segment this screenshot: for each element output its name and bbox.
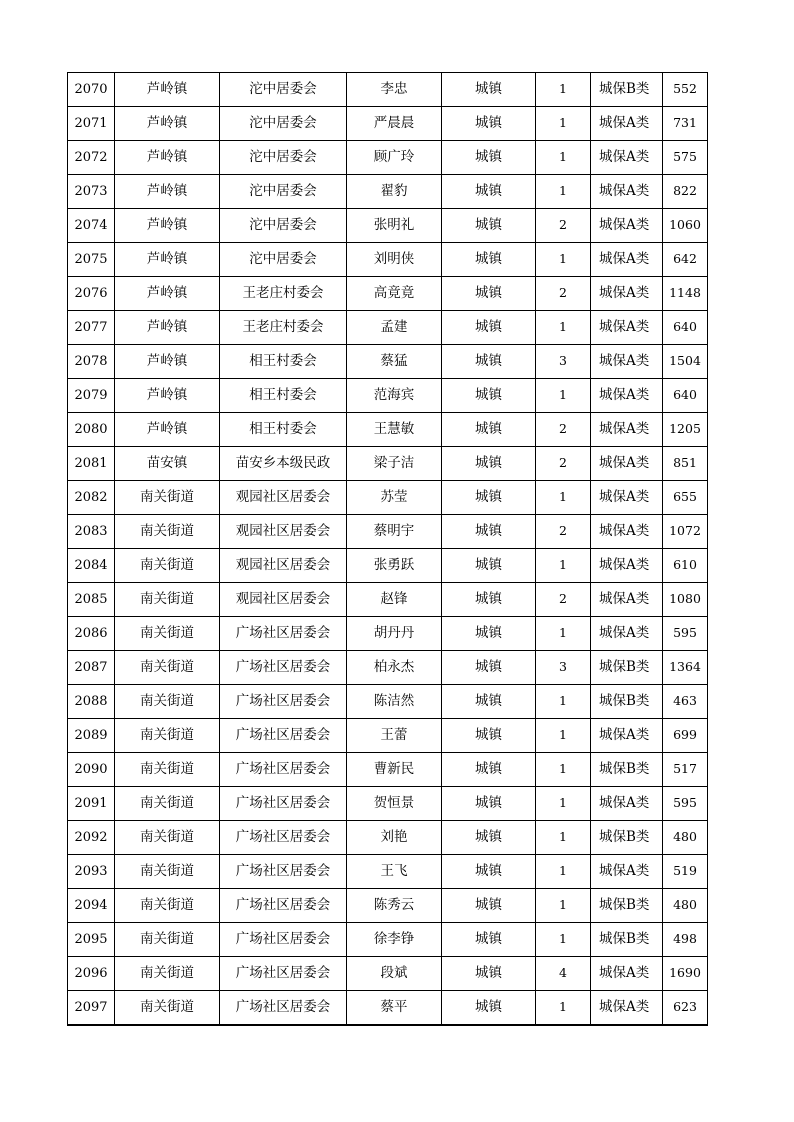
committee-cell: 相王村委会 [220, 345, 347, 379]
table-row [68, 719, 708, 753]
town-cell: 芦岭镇 [115, 311, 220, 345]
insurance-category-cell: 城保A类 [591, 855, 663, 889]
record-number-cell: 2093 [68, 855, 115, 889]
person-name-cell: 苏莹 [347, 481, 442, 515]
committee-cell: 沱中居委会 [220, 73, 347, 107]
town-cell: 南关街道 [115, 481, 220, 515]
insurance-category-cell: 城保A类 [591, 413, 663, 447]
record-number-cell: 2076 [68, 277, 115, 311]
amount-cell: 640 [663, 311, 708, 345]
town-cell: 南关街道 [115, 889, 220, 923]
area-type-cell: 城镇 [442, 617, 536, 651]
table-row [68, 481, 708, 515]
town-cell: 南关街道 [115, 855, 220, 889]
insurance-category-cell: 城保B类 [591, 73, 663, 107]
area-type-cell: 城镇 [442, 719, 536, 753]
committee-cell: 广场社区居委会 [220, 787, 347, 821]
table-row [68, 753, 708, 787]
household-size-cell: 1 [536, 107, 591, 141]
town-cell: 芦岭镇 [115, 175, 220, 209]
insurance-category-cell: 城保A类 [591, 209, 663, 243]
committee-cell: 广场社区居委会 [220, 753, 347, 787]
area-type-cell: 城镇 [442, 753, 536, 787]
person-name-cell: 孟建 [347, 311, 442, 345]
town-cell: 南关街道 [115, 617, 220, 651]
records-table-body [68, 73, 708, 1026]
town-cell: 南关街道 [115, 821, 220, 855]
town-cell: 南关街道 [115, 515, 220, 549]
person-name-cell: 蔡平 [347, 991, 442, 1026]
household-size-cell: 3 [536, 345, 591, 379]
area-type-cell: 城镇 [442, 821, 536, 855]
area-type-cell: 城镇 [442, 787, 536, 821]
amount-cell: 595 [663, 787, 708, 821]
area-type-cell: 城镇 [442, 685, 536, 719]
record-number-cell: 2095 [68, 923, 115, 957]
amount-cell: 655 [663, 481, 708, 515]
insurance-category-cell: 城保A类 [591, 311, 663, 345]
amount-cell: 851 [663, 447, 708, 481]
amount-cell: 552 [663, 73, 708, 107]
table-row [68, 311, 708, 345]
town-cell: 南关街道 [115, 991, 220, 1026]
amount-cell: 642 [663, 243, 708, 277]
insurance-category-cell: 城保B类 [591, 889, 663, 923]
area-type-cell: 城镇 [442, 175, 536, 209]
household-size-cell: 4 [536, 957, 591, 991]
insurance-category-cell: 城保A类 [591, 379, 663, 413]
record-number-cell: 2074 [68, 209, 115, 243]
insurance-category-cell: 城保A类 [591, 141, 663, 175]
area-type-cell: 城镇 [442, 923, 536, 957]
insurance-category-cell: 城保A类 [591, 617, 663, 651]
area-type-cell: 城镇 [442, 447, 536, 481]
insurance-category-cell: 城保B类 [591, 821, 663, 855]
amount-cell: 575 [663, 141, 708, 175]
committee-cell: 广场社区居委会 [220, 855, 347, 889]
town-cell: 苗安镇 [115, 447, 220, 481]
insurance-category-cell: 城保A类 [591, 957, 663, 991]
table-row [68, 175, 708, 209]
table-row [68, 379, 708, 413]
person-name-cell: 柏永杰 [347, 651, 442, 685]
person-name-cell: 胡丹丹 [347, 617, 442, 651]
area-type-cell: 城镇 [442, 277, 536, 311]
household-size-cell: 1 [536, 787, 591, 821]
amount-cell: 498 [663, 923, 708, 957]
town-cell: 南关街道 [115, 583, 220, 617]
table-row [68, 685, 708, 719]
area-type-cell: 城镇 [442, 345, 536, 379]
town-cell: 芦岭镇 [115, 73, 220, 107]
town-cell: 芦岭镇 [115, 209, 220, 243]
committee-cell: 王老庄村委会 [220, 277, 347, 311]
area-type-cell: 城镇 [442, 379, 536, 413]
amount-cell: 1060 [663, 209, 708, 243]
person-name-cell: 王蕾 [347, 719, 442, 753]
household-size-cell: 1 [536, 311, 591, 345]
insurance-category-cell: 城保A类 [591, 481, 663, 515]
amount-cell: 822 [663, 175, 708, 209]
committee-cell: 苗安乡本级民政 [220, 447, 347, 481]
person-name-cell: 曹新民 [347, 753, 442, 787]
insurance-category-cell: 城保A类 [591, 787, 663, 821]
amount-cell: 610 [663, 549, 708, 583]
household-size-cell: 1 [536, 753, 591, 787]
insurance-category-cell: 城保A类 [591, 515, 663, 549]
person-name-cell: 严晨晨 [347, 107, 442, 141]
town-cell: 南关街道 [115, 753, 220, 787]
insurance-category-cell: 城保A类 [591, 243, 663, 277]
committee-cell: 观园社区居委会 [220, 549, 347, 583]
town-cell: 南关街道 [115, 957, 220, 991]
area-type-cell: 城镇 [442, 141, 536, 175]
committee-cell: 广场社区居委会 [220, 923, 347, 957]
town-cell: 芦岭镇 [115, 141, 220, 175]
insurance-category-cell: 城保B类 [591, 651, 663, 685]
committee-cell: 广场社区居委会 [220, 651, 347, 685]
person-name-cell: 王慧敏 [347, 413, 442, 447]
amount-cell: 1364 [663, 651, 708, 685]
amount-cell: 1690 [663, 957, 708, 991]
committee-cell: 沱中居委会 [220, 141, 347, 175]
town-cell: 南关街道 [115, 651, 220, 685]
area-type-cell: 城镇 [442, 209, 536, 243]
insurance-category-cell: 城保A类 [591, 447, 663, 481]
household-size-cell: 1 [536, 923, 591, 957]
record-number-cell: 2089 [68, 719, 115, 753]
area-type-cell: 城镇 [442, 515, 536, 549]
household-size-cell: 1 [536, 141, 591, 175]
amount-cell: 463 [663, 685, 708, 719]
area-type-cell: 城镇 [442, 243, 536, 277]
household-size-cell: 2 [536, 515, 591, 549]
person-name-cell: 陈秀云 [347, 889, 442, 923]
committee-cell: 王老庄村委会 [220, 311, 347, 345]
household-size-cell: 2 [536, 447, 591, 481]
committee-cell: 观园社区居委会 [220, 515, 347, 549]
area-type-cell: 城镇 [442, 481, 536, 515]
household-size-cell: 1 [536, 855, 591, 889]
amount-cell: 480 [663, 889, 708, 923]
person-name-cell: 徐李铮 [347, 923, 442, 957]
person-name-cell: 张明礼 [347, 209, 442, 243]
amount-cell: 623 [663, 991, 708, 1026]
area-type-cell: 城镇 [442, 311, 536, 345]
town-cell: 芦岭镇 [115, 277, 220, 311]
record-number-cell: 2087 [68, 651, 115, 685]
person-name-cell: 蔡明宇 [347, 515, 442, 549]
record-number-cell: 2086 [68, 617, 115, 651]
records-table [67, 72, 708, 1026]
town-cell: 南关街道 [115, 685, 220, 719]
committee-cell: 广场社区居委会 [220, 617, 347, 651]
committee-cell: 观园社区居委会 [220, 481, 347, 515]
record-number-cell: 2091 [68, 787, 115, 821]
household-size-cell: 1 [536, 889, 591, 923]
household-size-cell: 1 [536, 481, 591, 515]
table-row [68, 141, 708, 175]
household-size-cell: 1 [536, 821, 591, 855]
person-name-cell: 梁子洁 [347, 447, 442, 481]
record-number-cell: 2079 [68, 379, 115, 413]
record-number-cell: 2081 [68, 447, 115, 481]
town-cell: 芦岭镇 [115, 243, 220, 277]
person-name-cell: 张勇跃 [347, 549, 442, 583]
town-cell: 芦岭镇 [115, 413, 220, 447]
amount-cell: 595 [663, 617, 708, 651]
household-size-cell: 1 [536, 991, 591, 1026]
committee-cell: 相王村委会 [220, 379, 347, 413]
record-number-cell: 2085 [68, 583, 115, 617]
record-number-cell: 2080 [68, 413, 115, 447]
committee-cell: 广场社区居委会 [220, 685, 347, 719]
record-number-cell: 2092 [68, 821, 115, 855]
table-row [68, 107, 708, 141]
town-cell: 芦岭镇 [115, 379, 220, 413]
table-row [68, 73, 708, 107]
record-number-cell: 2072 [68, 141, 115, 175]
town-cell: 南关街道 [115, 549, 220, 583]
table-row [68, 515, 708, 549]
record-number-cell: 2071 [68, 107, 115, 141]
amount-cell: 1080 [663, 583, 708, 617]
person-name-cell: 陈洁然 [347, 685, 442, 719]
household-size-cell: 2 [536, 583, 591, 617]
person-name-cell: 范海宾 [347, 379, 442, 413]
committee-cell: 沱中居委会 [220, 175, 347, 209]
household-size-cell: 1 [536, 685, 591, 719]
committee-cell: 广场社区居委会 [220, 821, 347, 855]
area-type-cell: 城镇 [442, 991, 536, 1026]
insurance-category-cell: 城保A类 [591, 991, 663, 1026]
amount-cell: 1148 [663, 277, 708, 311]
committee-cell: 沱中居委会 [220, 107, 347, 141]
record-number-cell: 2096 [68, 957, 115, 991]
committee-cell: 观园社区居委会 [220, 583, 347, 617]
record-number-cell: 2082 [68, 481, 115, 515]
table-row [68, 957, 708, 991]
committee-cell: 沱中居委会 [220, 209, 347, 243]
town-cell: 南关街道 [115, 787, 220, 821]
household-size-cell: 1 [536, 379, 591, 413]
town-cell: 南关街道 [115, 923, 220, 957]
insurance-category-cell: 城保A类 [591, 175, 663, 209]
town-cell: 芦岭镇 [115, 345, 220, 379]
table-row [68, 549, 708, 583]
table-row [68, 651, 708, 685]
person-name-cell: 蔡猛 [347, 345, 442, 379]
committee-cell: 相王村委会 [220, 413, 347, 447]
person-name-cell: 高竟竟 [347, 277, 442, 311]
household-size-cell: 1 [536, 719, 591, 753]
table-row [68, 413, 708, 447]
record-number-cell: 2084 [68, 549, 115, 583]
amount-cell: 1072 [663, 515, 708, 549]
record-number-cell: 2097 [68, 991, 115, 1026]
record-number-cell: 2083 [68, 515, 115, 549]
household-size-cell: 3 [536, 651, 591, 685]
table-row [68, 923, 708, 957]
table-row [68, 583, 708, 617]
area-type-cell: 城镇 [442, 107, 536, 141]
insurance-category-cell: 城保A类 [591, 583, 663, 617]
committee-cell: 广场社区居委会 [220, 719, 347, 753]
table-row [68, 787, 708, 821]
insurance-category-cell: 城保B类 [591, 923, 663, 957]
table-row [68, 243, 708, 277]
insurance-category-cell: 城保A类 [591, 549, 663, 583]
person-name-cell: 李忠 [347, 73, 442, 107]
insurance-category-cell: 城保B类 [591, 685, 663, 719]
record-number-cell: 2073 [68, 175, 115, 209]
amount-cell: 519 [663, 855, 708, 889]
insurance-category-cell: 城保A类 [591, 107, 663, 141]
amount-cell: 699 [663, 719, 708, 753]
committee-cell: 广场社区居委会 [220, 957, 347, 991]
amount-cell: 640 [663, 379, 708, 413]
area-type-cell: 城镇 [442, 855, 536, 889]
record-number-cell: 2094 [68, 889, 115, 923]
person-name-cell: 刘艳 [347, 821, 442, 855]
insurance-category-cell: 城保B类 [591, 753, 663, 787]
person-name-cell: 贺恒景 [347, 787, 442, 821]
person-name-cell: 刘明侠 [347, 243, 442, 277]
household-size-cell: 1 [536, 73, 591, 107]
person-name-cell: 王飞 [347, 855, 442, 889]
area-type-cell: 城镇 [442, 583, 536, 617]
insurance-category-cell: 城保A类 [591, 719, 663, 753]
committee-cell: 沱中居委会 [220, 243, 347, 277]
table-row [68, 617, 708, 651]
household-size-cell: 2 [536, 413, 591, 447]
table-row [68, 991, 708, 1026]
area-type-cell: 城镇 [442, 549, 536, 583]
household-size-cell: 2 [536, 277, 591, 311]
table-row [68, 209, 708, 243]
person-name-cell: 赵锋 [347, 583, 442, 617]
table-row [68, 821, 708, 855]
insurance-category-cell: 城保A类 [591, 345, 663, 379]
record-number-cell: 2077 [68, 311, 115, 345]
insurance-category-cell: 城保A类 [591, 277, 663, 311]
area-type-cell: 城镇 [442, 651, 536, 685]
town-cell: 芦岭镇 [115, 107, 220, 141]
record-number-cell: 2075 [68, 243, 115, 277]
household-size-cell: 1 [536, 175, 591, 209]
area-type-cell: 城镇 [442, 889, 536, 923]
person-name-cell: 翟豹 [347, 175, 442, 209]
amount-cell: 731 [663, 107, 708, 141]
table-row [68, 345, 708, 379]
record-number-cell: 2088 [68, 685, 115, 719]
table-row [68, 855, 708, 889]
household-size-cell: 1 [536, 617, 591, 651]
table-row [68, 277, 708, 311]
table-row [68, 447, 708, 481]
record-number-cell: 2070 [68, 73, 115, 107]
household-size-cell: 1 [536, 243, 591, 277]
area-type-cell: 城镇 [442, 413, 536, 447]
area-type-cell: 城镇 [442, 957, 536, 991]
person-name-cell: 顾广玲 [347, 141, 442, 175]
committee-cell: 广场社区居委会 [220, 991, 347, 1026]
household-size-cell: 2 [536, 209, 591, 243]
amount-cell: 480 [663, 821, 708, 855]
record-number-cell: 2078 [68, 345, 115, 379]
area-type-cell: 城镇 [442, 73, 536, 107]
table-row [68, 889, 708, 923]
committee-cell: 广场社区居委会 [220, 889, 347, 923]
amount-cell: 517 [663, 753, 708, 787]
record-number-cell: 2090 [68, 753, 115, 787]
town-cell: 南关街道 [115, 719, 220, 753]
amount-cell: 1205 [663, 413, 708, 447]
amount-cell: 1504 [663, 345, 708, 379]
household-size-cell: 1 [536, 549, 591, 583]
person-name-cell: 段斌 [347, 957, 442, 991]
